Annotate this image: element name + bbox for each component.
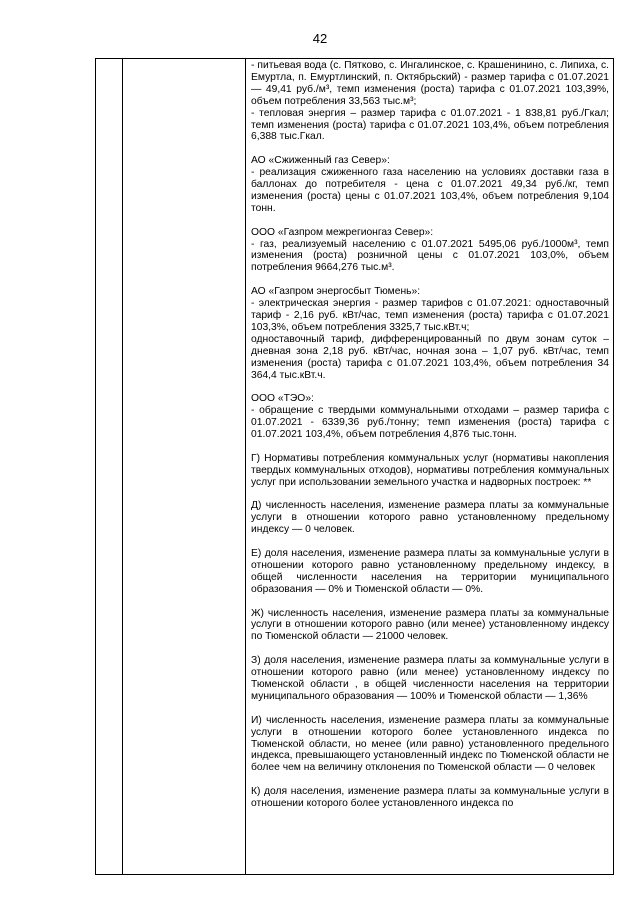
text-block	[251, 548, 609, 596]
page-number: 42	[312, 31, 328, 46]
paragraph: ООО «ТЭО»:	[251, 393, 314, 405]
paragraph: АО «Сжиженный газ Север»:	[251, 155, 390, 167]
text-block	[251, 453, 609, 489]
paragraph: З) доля населения, изменение размера платы за коммунальные услуги в отношении которого равно (или менее) установленному индексу по Тюменской области , в общей численности населения на территории муниципального образования — 100% и Тюменской области — 1,36%	[251, 655, 609, 702]
paragraph: Г) Нормативы потребления коммунальных услуг (нормативы накопления твердых коммунальных отходов), нормативы потребления коммунальных услуг при использовании земельного участка и надворных построек: **	[251, 452, 609, 488]
table-column-indicator	[122, 59, 246, 874]
text-block	[251, 786, 609, 810]
paragraph: - обращение с твердыми коммунальными отходами – размер тарифа с 01.07.2021 - 6339,36 руб./тонну; темп изменения (роста) тарифа с 01.07.2021 103,4%, объем потребления 4,876 тыс.тонн.	[251, 405, 609, 441]
text-block	[251, 227, 609, 275]
paragraph: - электрическая энергия - размер тарифов с 01.07.2021: одноставочный тариф - 2,16 руб. кВт/час, темп изменения (роста) тарифа с 01.07.2021 103,3%, объем потребления 3325,7 тыс.кВт.ч;	[251, 298, 609, 333]
paragraph: - питьевая вода (с. Пятково, с. Ингалинское, с. Крашенинино, с. Липиха, с. Емуртла, п. Емуртлинский, п. Октябрьский) - размер тарифа с 01.07.2021 — 49,41 руб./м³, темп изменения (роста) тарифа с 01.07.2021 103,39%, объем потребления 33,563 тыс.м³;	[251, 60, 609, 107]
text-block	[251, 60, 609, 143]
paragraph: Д) численность населения, изменение размера платы за коммунальные услуги в отношении которого равно установленному предельному индексу — 0 человек.	[251, 500, 609, 536]
paragraph: И) численность населения, изменение размера платы за коммунальные услуги в отношении которого более установленного индекса по Тюменской области, но менее (или равно) установленного предельного индекса, превышающего установленный индекс по Тюменской области не более чем на величину отклонения по Тюменской области — 0 человек	[251, 714, 609, 774]
text-block	[251, 608, 609, 644]
paragraph: Е) доля населения, изменение размера платы за коммунальные услуги в отношении которого равно установленному предельному индексу, в общей численности населения на территории муниципального образования — 0% и Тюменской области — 0%.	[251, 548, 609, 595]
paragraph: Ж) численность населения, изменение размера платы за коммунальные услуги в отношении которого равно (или менее) установленному индексу по Тюменской области — 21000 человек.	[251, 607, 609, 643]
text-block	[251, 286, 609, 381]
tariff-table	[95, 58, 614, 875]
text-block	[251, 155, 609, 215]
paragraph: К) доля населения, изменение размера платы за коммунальные услуги в отношении которого более установленного индекса по	[251, 786, 609, 810]
paragraph: одноставочный тариф, дифференцированный по двум зонам суток – дневная зона 2,18 руб. кВт/час, ночная зона – 1,07 руб. кВт/час, темп изменения (роста) тарифа с 01.07.2021 103,4%, объем потребления 34 364,4 тыс.кВт.ч.	[251, 333, 609, 381]
text-block	[251, 393, 609, 441]
text-block	[251, 715, 609, 775]
text-block	[251, 655, 609, 703]
table-column-number	[96, 59, 123, 874]
paragraph: - тепловая энергия – размер тарифа с 01.07.2021 - 1 838,81 руб./Гкал; темп изменения (роста) тарифа с 01.07.2021 103,4%, объем потребления 6,388 тыс.Гкал.	[251, 107, 609, 143]
paragraph: ООО «Газпром межрегионгаз Север»:	[251, 226, 434, 238]
paragraph: - реализация сжиженного газа населению на условиях доставки газа в баллонах до потребителя - цена с 01.07.2021 49,34 руб./кг, темп изменения (роста) цены с 01.07.2021 103,4%, объем потребления 9,104 тонн.	[251, 167, 609, 214]
paragraph: - газ, реализуемый населению с 01.07.2021 5495,06 руб./1000м³, темп изменения (роста) розничной цены с 01.07.2021 103,0%, объем потребления 9664,276 тыс.м³.	[251, 238, 609, 274]
text-block	[251, 500, 609, 536]
paragraph: АО «Газпром энергосбыт Тюмень»:	[251, 286, 421, 298]
table-column-description	[251, 60, 609, 810]
